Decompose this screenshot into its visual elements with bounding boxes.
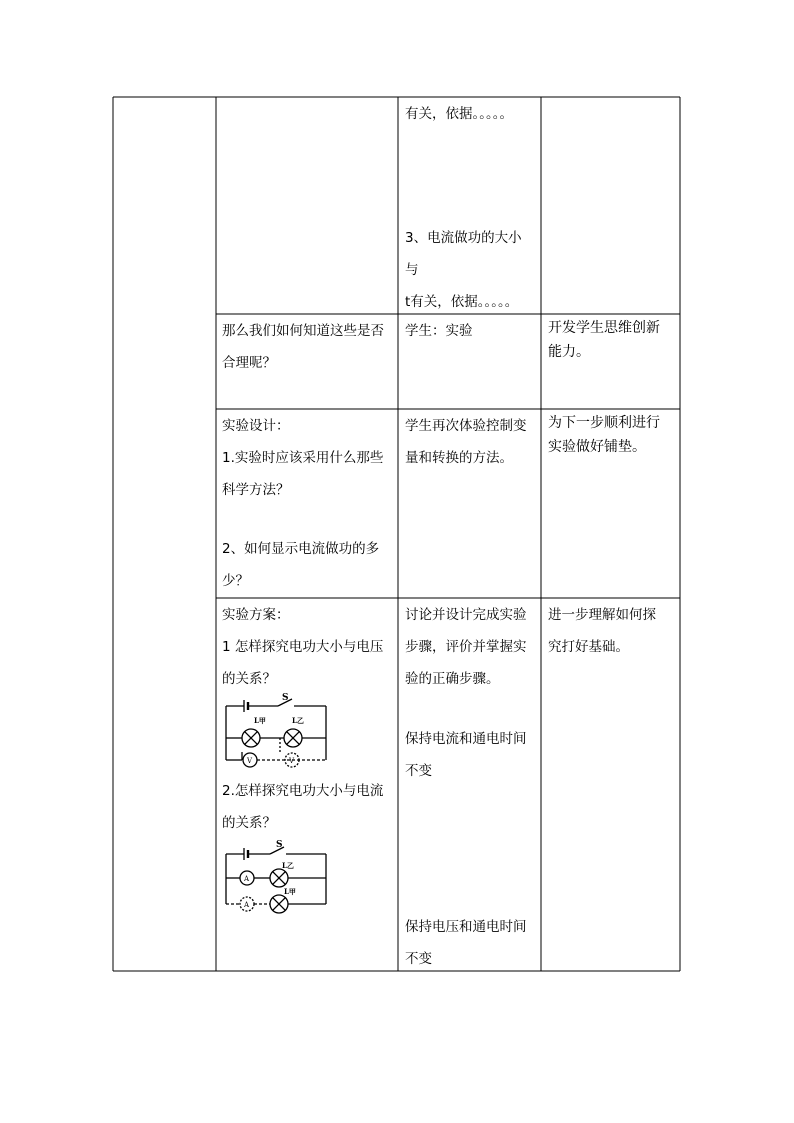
row2-teacher-line2: 合理呢？ [222,355,276,371]
row1-activity-line3: t有关，依据。。。。。 [405,294,519,310]
row2-purpose-line1: 开发学生思维创新 [548,320,660,336]
circuit2-meter-b-label: A [244,901,250,909]
row4-student-line3: 验的正确步骤。 [405,671,500,687]
row4-student-line1: 讨论并设计完成实验 [405,607,527,623]
row3-teacher-line2: 1.实验时应该采用什么那些 [222,450,384,466]
row4-teacher-line3: 的关系？ [222,671,276,687]
row1-activity [405,98,535,318]
circuit1-meter-a-label: V [247,757,253,765]
circuit2-meter-a-label: A [244,875,250,883]
row2-teacher-line1: 那么我们如何知道这些是否 [222,323,384,339]
row4-purpose-line1: 进一步理解如何探 [548,607,656,623]
row2-student-line1: 学生：实验 [405,323,473,339]
row3-purpose-line1: 为下一步顺利进行 [548,415,660,431]
row4-teacher-mid [222,775,396,839]
row1-activity-line2: 3、电流做功的大小与 [405,230,522,278]
row4-teacher-line2: 1 怎样探究电功大小与电压 [222,639,384,655]
row2-student [405,315,539,347]
row3-teacher-line4: 2、如何显示电流做功的多 [222,541,380,557]
row3-purpose [548,411,678,459]
circuit2-lamp-a-label: L乙 [282,861,294,870]
circuit1-lamp-b-label: L乙 [292,716,304,725]
row3-student-line2: 量和转换的方法。 [405,450,513,466]
row4-teacher-line1: 实验方案： [222,607,290,623]
row4-teacher-top [222,599,396,695]
row4-student-line2: 步骤，评价并掌握实 [405,639,527,655]
circuit-diagram-voltage [220,692,332,772]
row3-student [405,410,539,474]
row4-student-line6: 保持电压和通电时间 [405,919,527,935]
circuit2-lamp-b-label: L甲 [284,887,296,896]
circuit-diagram-current [220,838,332,914]
row2-purpose [548,316,678,364]
row3-teacher-line5: 少？ [222,573,249,589]
row4-student-line5: 不变 [405,763,432,779]
row3-student-line1: 学生再次体验控制变 [405,418,527,434]
row2-teacher [222,315,396,379]
circuit2-switch-label: S [276,840,283,850]
row1-activity-line1: 有关，依据。。。。。 [405,106,513,122]
circuit1-meter-b-label: V [289,757,295,765]
row4-teacher-line5: 的关系？ [222,815,276,831]
circuit1-switch-label: S [282,693,289,703]
row4-student [405,599,539,975]
row3-teacher-line3: 科学方法？ [222,482,290,498]
row4-purpose [548,599,678,663]
row4-student-line4: 保持电流和通电时间 [405,731,527,747]
row3-teacher [222,410,396,597]
row3-purpose-line2: 实验做好铺垫。 [548,439,646,455]
row4-purpose-line2: 究打好基础。 [548,639,629,655]
circuit1-lamp-a-label: L甲 [254,716,266,725]
row3-teacher-line1: 实验设计： [222,418,290,434]
row4-teacher-line4: 2.怎样探究电功大小与电流 [222,783,384,799]
row2-purpose-line2: 能力。 [548,344,590,360]
row4-student-line7: 不变 [405,951,432,967]
